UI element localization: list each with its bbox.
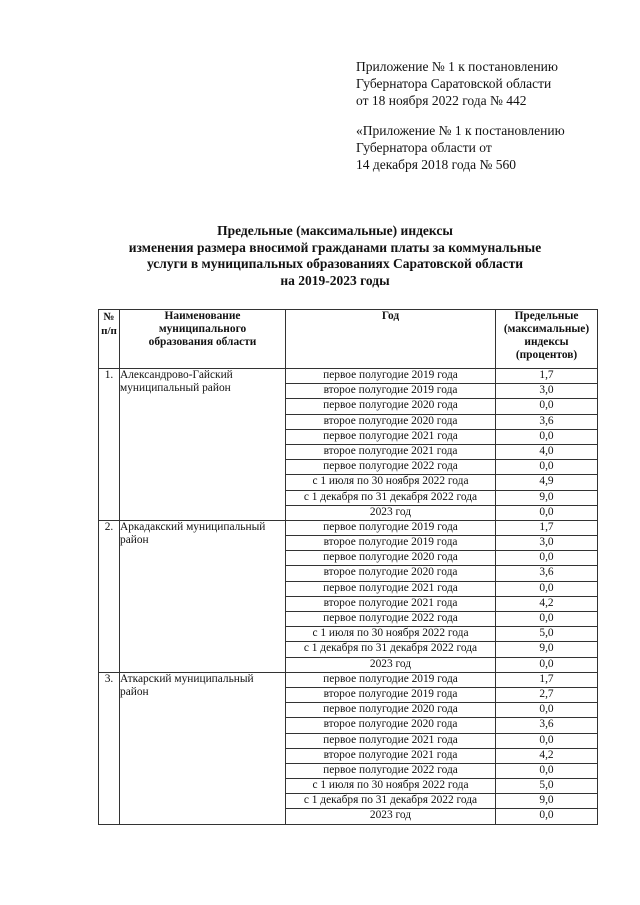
index-value-cell: 1,7 [496,520,598,535]
table-row [99,520,598,535]
period-cell: с 1 декабря по 31 декабря 2022 года [286,794,496,809]
period-cell: первое полугодие 2020 года [286,703,496,718]
municipality-name: Аткарский муниципальный район [120,672,286,824]
period-cell: 2023 год [286,657,496,672]
index-value-cell: 4,9 [496,475,598,490]
period-cell: первое полугодие 2022 года [286,460,496,475]
appendix-line: Губернатора области от [356,140,492,155]
index-value-cell: 9,0 [496,490,598,505]
table-header-row [99,310,598,369]
index-value-cell: 9,0 [496,642,598,657]
period-cell: с 1 июля по 30 ноября 2022 года [286,475,496,490]
period-cell: первое полугодие 2022 года [286,612,496,627]
header-number-line: п/п [101,325,117,337]
period-cell: 2023 год [286,505,496,520]
municipality-name: Аркадакский муниципальный район [120,520,286,672]
period-cell: первое полугодие 2021 года [286,733,496,748]
period-cell: второе полугодие 2019 года [286,536,496,551]
period-cell: первое полугодие 2019 года [286,672,496,687]
period-cell: второе полугодие 2021 года [286,596,496,611]
index-value-cell: 0,0 [496,763,598,778]
header-index-line: Предельные [514,310,579,322]
period-cell: второе полугодие 2020 года [286,566,496,581]
index-value-cell: 0,0 [496,460,598,475]
period-cell: первое полугодие 2021 года [286,581,496,596]
document-title [80,223,590,289]
header-number [99,310,120,369]
header-municipality-line: Наименование [164,310,241,322]
period-cell: второе полугодие 2019 года [286,687,496,702]
index-value-cell: 4,2 [496,748,598,763]
row-number: 2. [99,520,120,672]
title-line: на 2019-2023 годы [280,272,390,288]
period-cell: 2023 год [286,809,496,824]
index-value-cell: 0,0 [496,703,598,718]
header-index-line: индексы [524,336,569,348]
period-cell: с 1 декабря по 31 декабря 2022 года [286,642,496,657]
index-value-cell: 0,0 [496,505,598,520]
period-cell: первое полугодие 2020 года [286,399,496,414]
period-cell: с 1 июля по 30 ноября 2022 года [286,627,496,642]
period-cell: первое полугодие 2019 года [286,520,496,535]
appendix-line: Приложение № 1 к постановлению [356,59,558,74]
index-value-cell: 3,6 [496,566,598,581]
index-value-cell: 0,0 [496,657,598,672]
index-value-cell: 0,0 [496,551,598,566]
index-value-cell: 5,0 [496,779,598,794]
appendix-reference-new [356,58,558,109]
period-cell: второе полугодие 2021 года [286,444,496,459]
period-cell: с 1 декабря по 31 декабря 2022 года [286,490,496,505]
header-municipality-line: образования области [148,336,257,348]
indices-table [98,309,598,825]
index-value-cell: 4,0 [496,444,598,459]
index-value-cell: 5,0 [496,627,598,642]
period-cell: второе полугодие 2021 года [286,748,496,763]
period-cell: первое полугодие 2019 года [286,369,496,384]
appendix-line: 14 декабря 2018 года № 560 [356,157,516,172]
municipality-name: Александрово-Гайский муниципальный район [120,369,286,521]
title-line: услуги в муниципальных образованиях Саратовской области [146,256,524,271]
header-number-line: № [103,311,115,323]
index-value-cell: 0,0 [496,581,598,596]
title-line: Предельные (максимальные) индексы [217,223,453,238]
appendix-line: Губернатора Саратовской области [356,76,552,91]
index-value-cell: 3,6 [496,718,598,733]
header-municipality-line: муниципального [158,323,247,335]
header-index-line: (процентов) [515,349,578,361]
period-cell: первое полугодие 2020 года [286,551,496,566]
header-index [496,310,598,369]
index-value-cell: 0,0 [496,612,598,627]
index-value-cell: 0,0 [496,733,598,748]
header-index-line: (максимальные) [503,323,590,335]
header-year: Год [286,310,496,369]
table-row [99,369,598,384]
title-line: изменения размера вносимой гражданами платы за коммунальные [128,239,542,255]
appendix-line: «Приложение № 1 к постановлению [356,123,565,138]
appendix-reference-old [356,122,565,173]
table-body [99,369,598,825]
period-cell: первое полугодие 2022 года [286,763,496,778]
period-cell: с 1 июля по 30 ноября 2022 года [286,779,496,794]
row-number: 1. [99,369,120,521]
header-municipality [120,310,286,369]
index-value-cell: 0,0 [496,429,598,444]
index-value-cell: 3,6 [496,414,598,429]
index-value-cell: 3,0 [496,536,598,551]
index-value-cell: 0,0 [496,809,598,824]
appendix-line: от 18 ноября 2022 года № 442 [356,93,527,108]
row-number: 3. [99,672,120,824]
index-value-cell: 9,0 [496,794,598,809]
index-value-cell: 1,7 [496,369,598,384]
index-value-cell: 1,7 [496,672,598,687]
index-value-cell: 4,2 [496,596,598,611]
period-cell: второе полугодие 2019 года [286,384,496,399]
index-value-cell: 2,7 [496,687,598,702]
period-cell: второе полугодие 2020 года [286,414,496,429]
period-cell: первое полугодие 2021 года [286,429,496,444]
period-cell: второе полугодие 2020 года [286,718,496,733]
table-row [99,672,598,687]
index-value-cell: 0,0 [496,399,598,414]
index-value-cell: 3,0 [496,384,598,399]
